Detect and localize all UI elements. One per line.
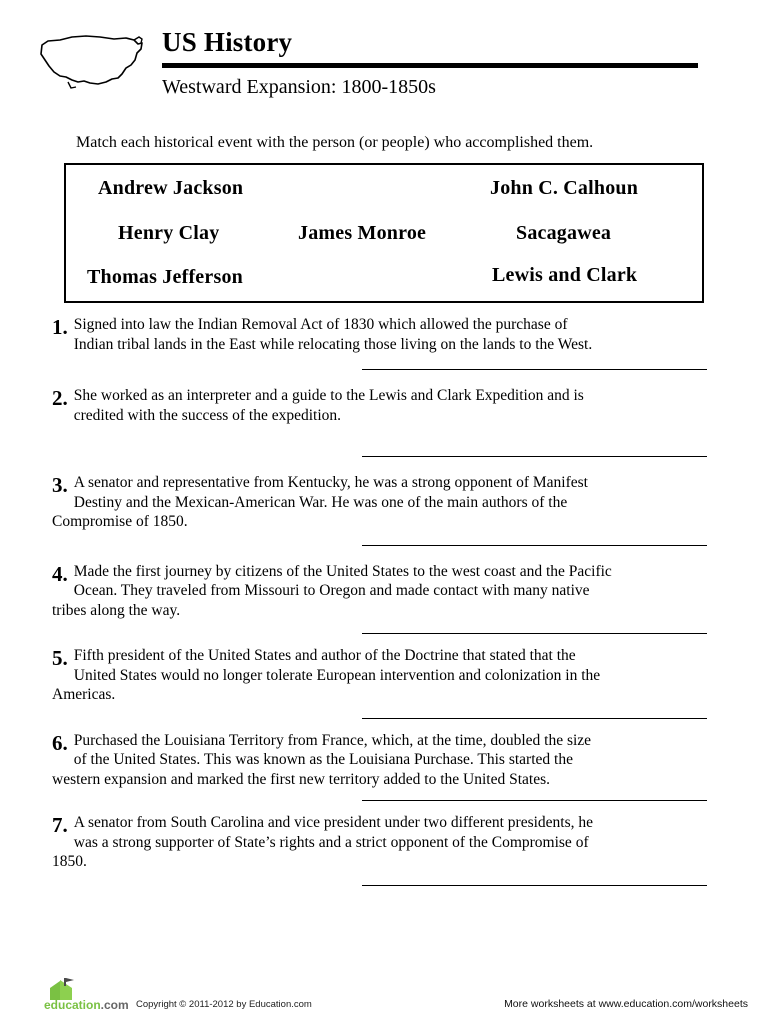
answer-line[interactable] bbox=[362, 455, 707, 457]
logo-wordmark bbox=[44, 998, 129, 1012]
word-bank-item: Thomas Jefferson bbox=[87, 266, 243, 288]
question-number: 5. bbox=[52, 646, 68, 670]
us-map-outline-icon bbox=[38, 32, 146, 94]
question-text: Made the first journey by citizens of the United States to the west coast and the Pacific Ocean. They traveled from Missouri to Oregon and made contact with many native tribes along the way. bbox=[52, 562, 612, 619]
answer-line[interactable] bbox=[362, 368, 707, 370]
question-text: Purchased the Louisiana Territory from France, which, at the time, doubled the size of the United States. This was known as the Louisiana Purchase. This started the western expansion and marked the first new territory added to the United States. bbox=[52, 731, 592, 788]
word-bank bbox=[64, 163, 704, 303]
answer-line[interactable] bbox=[362, 717, 707, 719]
answer-line[interactable] bbox=[362, 632, 707, 634]
answer-line[interactable] bbox=[362, 884, 707, 886]
logo-wordmark-suffix: .com bbox=[100, 998, 129, 1012]
question-item bbox=[52, 473, 712, 546]
title-divider bbox=[162, 63, 698, 68]
question-number: 2. bbox=[52, 386, 68, 410]
instructions-text: Match each historical event with the person (or people) who accomplished them. bbox=[76, 134, 594, 151]
copyright-text: Copyright © 2011-2012 by Education.com bbox=[136, 999, 312, 1010]
word-bank-item: Lewis and Clark bbox=[492, 264, 638, 286]
question-item bbox=[52, 315, 712, 370]
page-title: US History bbox=[162, 27, 293, 57]
answer-line[interactable] bbox=[362, 544, 707, 546]
question-number: 7. bbox=[52, 813, 68, 837]
answer-line[interactable] bbox=[362, 799, 707, 801]
word-bank-item: John C. Calhoun bbox=[490, 177, 639, 199]
logo-wordmark-main: education bbox=[44, 998, 101, 1012]
question-text: A senator and representative from Kentucky, he was a strong opponent of Manifest Destiny and the Mexican-American War. He was one of the main authors of the Compromise of 1850. bbox=[52, 474, 588, 530]
question-text: Signed into law the Indian Removal Act of 1830 which allowed the purchase of Indian tribal lands in the East while relocating those living on the lands to the West. bbox=[73, 316, 593, 353]
page-subtitle: Westward Expansion: 1800-1850s bbox=[162, 76, 436, 98]
questions-list bbox=[52, 315, 712, 888]
question-number: 3. bbox=[52, 473, 68, 497]
question-item bbox=[52, 731, 712, 802]
question-item bbox=[52, 386, 712, 457]
word-bank-item: James Monroe bbox=[298, 222, 427, 244]
question-text: She worked as an interpreter and a guide to the Lewis and Clark Expedition and is credited with the success of the expedition. bbox=[73, 387, 584, 424]
question-text: Fifth president of the United States and author of the Doctrine that stated that the United States would no longer tolerate European intervention and colonization in the Americas. bbox=[52, 647, 601, 703]
question-item bbox=[52, 646, 712, 719]
word-bank-item: Henry Clay bbox=[118, 222, 220, 244]
worksheet-header bbox=[38, 26, 698, 116]
question-number: 6. bbox=[52, 730, 68, 755]
question-item bbox=[52, 562, 712, 635]
question-text: A senator from South Carolina and vice president under two different presidents, he was a strong supporter of State’s rights and a strict opponent of the Compromise of 1850. bbox=[52, 814, 594, 870]
more-worksheets-link[interactable]: More worksheets at www.education.com/worksheets bbox=[504, 998, 748, 1010]
question-item bbox=[52, 813, 712, 886]
question-number: 1. bbox=[52, 315, 68, 339]
title-block bbox=[162, 26, 698, 99]
word-bank-item: Andrew Jackson bbox=[98, 177, 244, 199]
question-number: 4. bbox=[52, 561, 68, 586]
worksheet-footer bbox=[0, 972, 768, 1024]
word-bank-item: Sacagawea bbox=[516, 222, 612, 244]
